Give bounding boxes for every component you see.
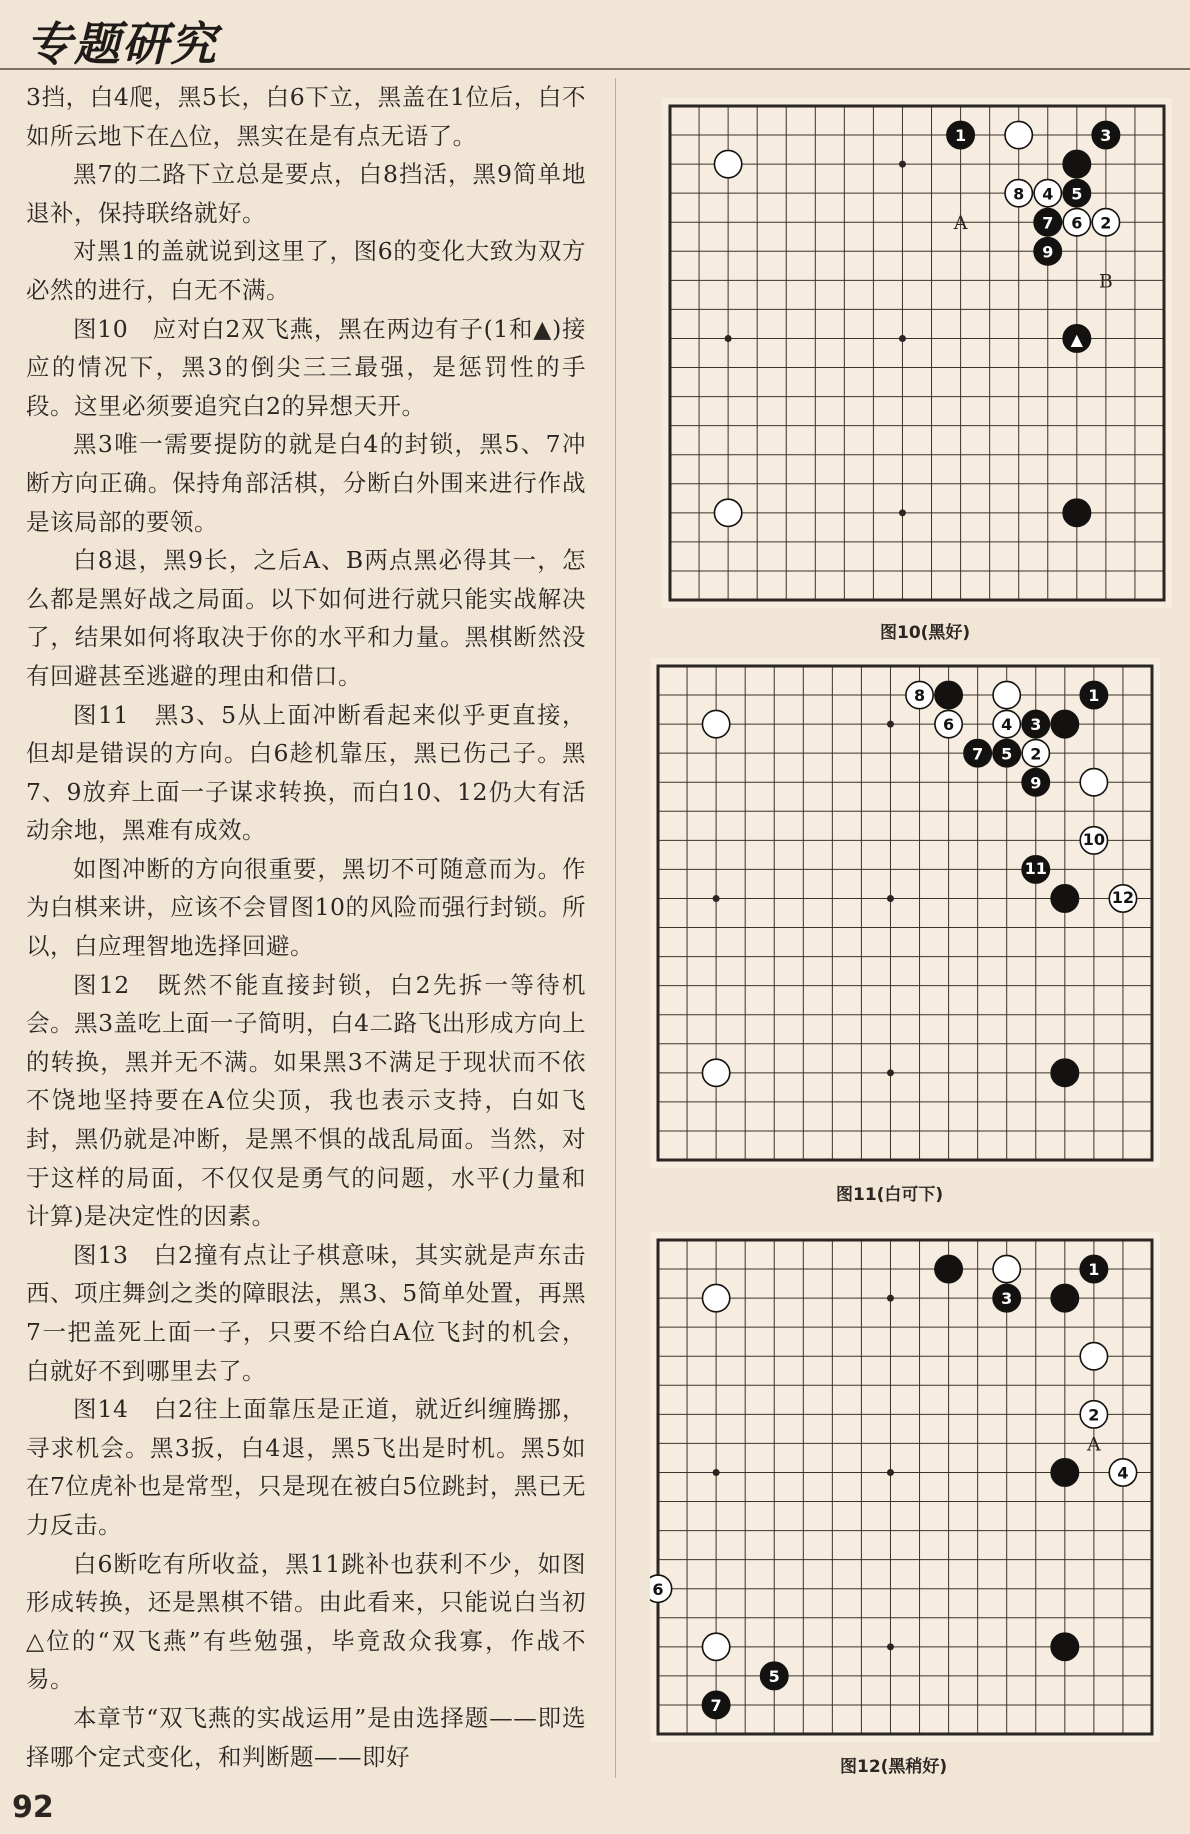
page-number: 92 [12,1790,54,1825]
figure-10 [662,98,1172,608]
board-background [650,1232,1160,1742]
stone-number: 1 [955,126,967,146]
star-point [887,895,894,902]
column-divider [615,78,616,1778]
white-stone [1080,1343,1107,1370]
star-point [725,335,732,342]
star-point [887,1643,894,1650]
section-title: 专题研究 [26,17,218,71]
stone-number: 3 [1030,715,1042,735]
stone-number: 6 [1071,213,1083,233]
black-stone [935,1255,962,1282]
position-mark: B [1098,270,1113,293]
star-point [887,1469,894,1476]
figure-12-caption: 图12(黑稍好) [840,1757,948,1777]
stone-number: 4 [1117,1463,1129,1483]
star-point [713,1469,720,1476]
stone-number: 5 [1001,744,1013,764]
black-stone [1051,1059,1078,1086]
paragraph: 图14 白2往上面靠压是正道，就近纠缠腾挪，寻求机会。黑3扳，白4退，黑5飞出是时机。黑5如在7位虎补也是常型，只是现在被白5位跳封，黑已无力反击。 [26,1395,586,1539]
stone-number: 6 [652,1579,664,1599]
stone-number: 4 [1042,184,1054,204]
black-stone [1051,885,1078,912]
star-point [887,1295,894,1302]
go-board-diagram [650,658,1160,1168]
stone-number: 1 [1088,1260,1100,1280]
star-point [899,335,906,342]
stone-number: 4 [1001,715,1013,735]
black-stone [1051,1284,1078,1311]
page-header [0,0,1190,70]
paragraph: 图13 白2撞有点让子棋意味，其实就是声东击西、项庄舞剑之类的障眼法，黑3、5简单处置，再黑7一把盖死上面一子，只要不给白A位飞封的机会，白就好不到哪里去了。 [26,1240,586,1385]
stone-number: 7 [1042,213,1054,233]
paragraph: 白6断吃有所收益，黑11跳补也获利不少，如图形成转换，还是黑棋不错。由此看来，只能说白当初△位的“双飞燕”有些勉强，毕竟敌众我寡，作战不易。 [26,1549,586,1694]
black-stone [1051,710,1078,737]
paragraph: 黑7的二路下立总是要点，白8挡活，黑9简单地退补，保持联络就好。 [26,160,586,227]
star-point [899,161,906,168]
stone-number: ▲ [1070,329,1083,349]
stone-number: 3 [1100,126,1112,146]
white-stone [993,1255,1020,1282]
body-text-column [26,78,586,1778]
black-stone [1063,499,1090,526]
stone-number: 8 [1013,184,1025,204]
go-board-diagram [662,98,1172,608]
paragraph: 本章节“双飞燕的实战运用”是由选择题——即选择哪个定式变化，和判断题——即好 [26,1703,586,1771]
paragraph: 黑3唯一需要提防的就是白4的封锁，黑5、7冲断方向正确。保持角部活棋，分断白外围来进行作战是该局部的要领。 [26,430,586,536]
stone-number: 10 [1082,830,1106,850]
position-mark: A [1087,1433,1101,1456]
white-stone [702,1284,729,1311]
stone-number: 9 [1042,242,1054,262]
paragraph: 白8退，黑9长，之后A、B两点黑必得其一，怎么都是黑好战之局面。以下如何进行就只能实战解决了，结果如何将取决于你的水平和力量。黑棋断然没有回避甚至逃避的理由和借口。 [26,546,586,690]
board-background [662,98,1172,608]
stone-number: 7 [972,744,984,764]
figure-11 [650,658,1160,1168]
stone-number: 3 [1001,1289,1013,1309]
white-stone [993,681,1020,708]
stone-number: 5 [768,1667,780,1687]
white-stone [714,499,741,526]
figure-10-caption: 图10(黑好) [880,623,971,643]
white-stone [702,710,729,737]
stone-number: 2 [1100,213,1112,233]
stone-number: 8 [913,686,926,706]
paragraph: 如图冲断的方向很重要，黑切不可随意而为。作为白棋来讲，应该不会冒图10的风险而强行封锁。所以，白应理智地选择回避。 [26,854,586,961]
stone-number: 9 [1030,773,1042,793]
paragraph: 3挡，白4爬，黑5长，白6下立，黑盖在1位后，白不如所云地下在△位，黑实在是有点无语了。 [26,83,586,150]
paragraph: 图11 黑3、5从上面冲断看起来似乎更直接，但却是错误的方向。白6趁机靠压，黑已伤己子。黑7、9放弃上面一子谋求转换，而白10、12仍大有活动余地，黑难有成效。 [26,700,586,845]
stone-number: 2 [1030,744,1042,764]
stone-number: 6 [943,715,955,735]
figure-11-caption: 图11(白可下) [836,1185,944,1205]
white-stone [702,1633,729,1660]
white-stone [714,150,741,177]
paragraph: 对黑1的盖就说到这里了，图6的变化大致为双方必然的进行，白无不满。 [26,237,586,304]
stone-number: 2 [1088,1405,1100,1425]
black-stone [935,681,962,708]
stone-number: 11 [1024,859,1047,879]
paragraph: 图12 既然不能直接封锁，白2先拆一等待机会。黑3盖吃上面一子简明，白4二路飞出形成方向上的转换，黑并无不满。如果黑3不满足于现状而不依不饶地坚持要在A位尖顶，我也表示支持，白如飞封，黑仍就是冲断，是黑不惧的战乱局面。当然，对于这样的局面，不仅仅是勇气的问题，水平(力量和计算)是决定性的因素。 [26,970,586,1231]
star-point [713,895,720,902]
stone-number: 1 [1088,686,1100,706]
go-board-diagram [650,1232,1160,1742]
figure-12 [650,1232,1160,1742]
white-stone [1080,769,1107,796]
paragraph: 图10 应对白2双飞燕，黑在两边有子(1和▲)接应的情况下，黑3的倒尖三三最强，是惩罚性的手段。这里必须要追究白2的异想天开。 [26,314,586,420]
black-stone [1063,150,1090,177]
black-stone [1051,1459,1078,1486]
white-stone [702,1059,729,1086]
board-background [650,658,1160,1168]
stone-number: 5 [1071,184,1083,204]
black-stone [1051,1633,1078,1660]
stone-number: 12 [1111,888,1135,908]
star-point [887,1069,894,1076]
star-point [887,721,894,728]
stone-number: 7 [710,1696,722,1716]
star-point [899,509,906,516]
white-stone [1005,121,1032,148]
position-mark: A [953,212,968,235]
